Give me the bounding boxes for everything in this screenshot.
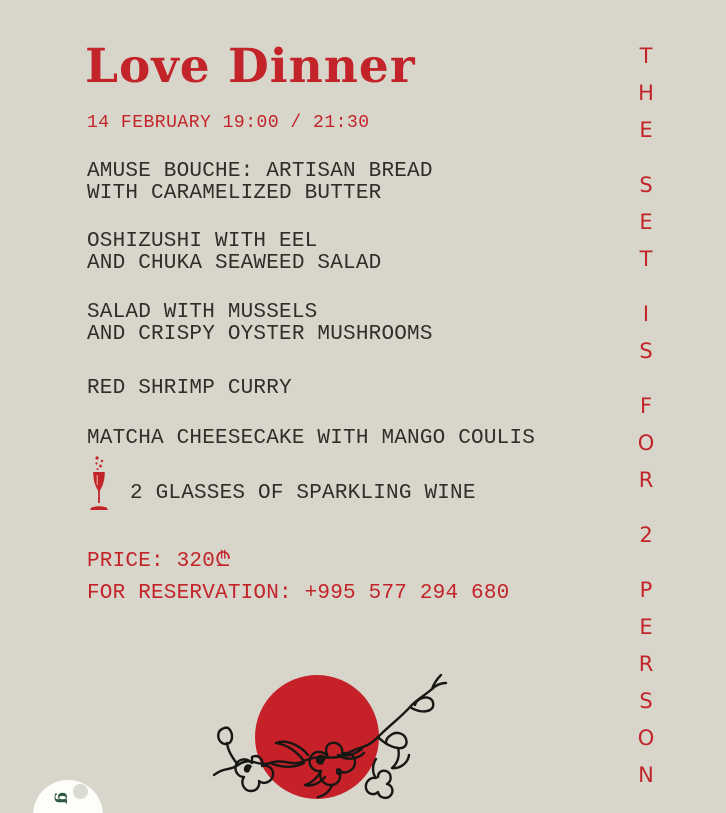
side-letter: E	[639, 210, 653, 234]
menu-item-line: WITH CARAMELIZED BUTTER	[87, 182, 382, 205]
menu-item-line: AND CRISPY OYSTER MUSHROOMS	[87, 323, 433, 346]
side-letter: S	[639, 689, 653, 713]
sparkling-wine-row	[84, 455, 476, 512]
price-text: PRICE: 320₾	[87, 550, 232, 573]
side-vertical-text	[629, 46, 663, 802]
logo-badge	[33, 780, 103, 813]
side-letter: 2	[639, 523, 653, 547]
side-letter: O	[637, 431, 655, 455]
champagne-glass-icon	[84, 455, 114, 512]
menu-item-curry	[87, 378, 292, 400]
side-letter: P	[639, 578, 653, 602]
menu-item-line: AND CHUKA SEAWEED SALAD	[87, 252, 382, 275]
menu-item-cheesecake	[87, 428, 535, 450]
side-letter: S	[639, 339, 653, 363]
menu-item-line: RED SHRIMP CURRY	[87, 377, 292, 400]
side-letter: S	[639, 173, 653, 197]
menu-item-line: OSHIZUSHI WITH EEL	[87, 230, 318, 253]
red-sun-circle	[255, 675, 379, 799]
side-letter: E	[639, 615, 653, 639]
menu-item-line: SALAD WITH MUSSELS	[87, 301, 318, 324]
side-letter: T	[639, 44, 653, 68]
side-letter: R	[638, 652, 654, 676]
side-letter: I	[642, 302, 650, 326]
menu-item-line: AMUSE BOUCHE: ARTISAN BREAD	[87, 160, 433, 183]
logo-letter: g	[52, 792, 73, 804]
side-letter: O	[637, 726, 655, 750]
menu-item-amuse-bouche	[87, 161, 433, 205]
event-datetime: 14 FEBRUARY 19:00 / 21:30	[87, 113, 370, 133]
menu-item-salad	[87, 302, 433, 346]
reservation-phone-text: FOR RESERVATION: +995 577 294 680	[87, 582, 510, 605]
menu-item-oshizushi	[87, 231, 381, 275]
side-letter: F	[639, 394, 653, 418]
cherry-blossom-branch-icon	[200, 663, 452, 813]
side-letter: H	[638, 81, 654, 105]
side-letter: N	[638, 763, 654, 787]
side-letter: T	[639, 247, 653, 271]
side-letter: R	[638, 468, 654, 492]
page-title: Love Dinner	[85, 39, 416, 94]
wine-label: 2 GLASSES OF SPARKLING WINE	[130, 482, 476, 505]
logo-dot	[73, 784, 88, 799]
side-letter: E	[639, 118, 653, 142]
menu-item-line: MATCHA CHEESECAKE WITH MANGO COULIS	[87, 427, 536, 450]
